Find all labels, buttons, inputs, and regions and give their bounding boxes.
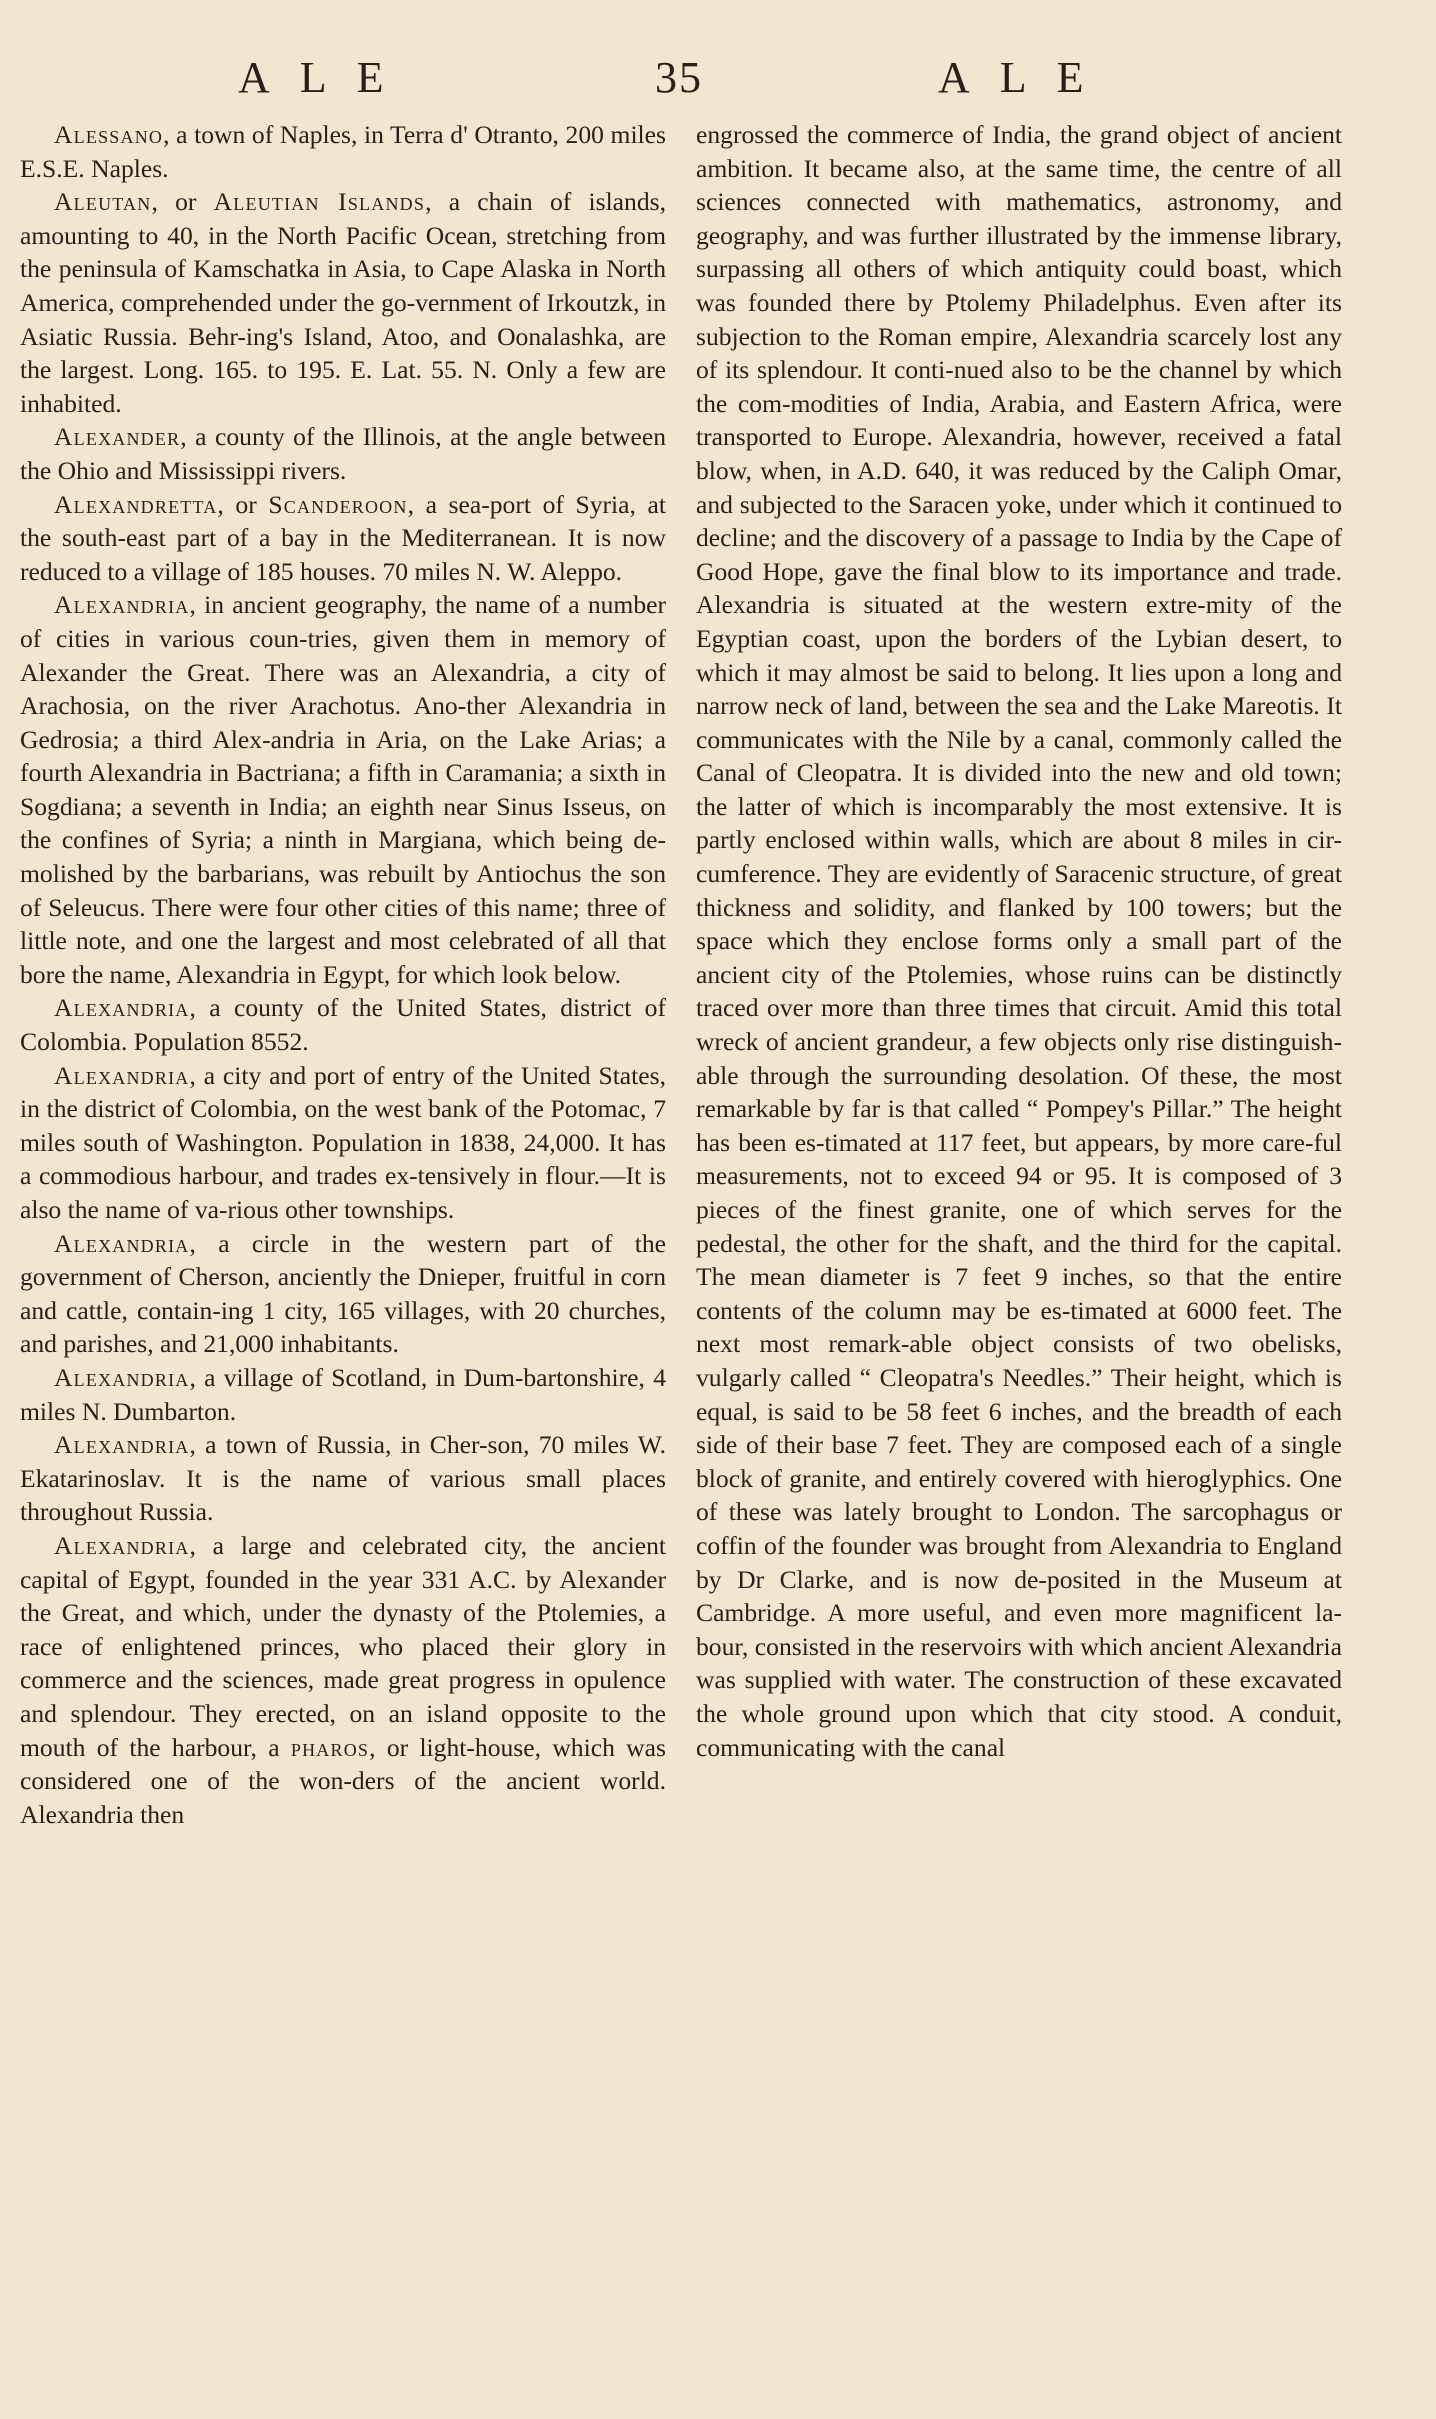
entry-text: , in ancient geography, the name of a number of cities in various coun-tries, given them in memory of Alexander the Great. There was an Alexandria, a city of Arachosia, on the river Arachotus. Ano-ther Alexandria in Gedrosia; a third Alex-andria in Aria, on the Lake Arias; a fourth Alexandria in Bactriana; a fifth in Caramania; a sixth in Sogdiana; a seventh in India; an eighth near Sinus Isseus, on the confines of Syria; a ninth in Margiana, which being de-molished by the barbarians, was rebuilt by Antiochus the son of Seleucus. There were four other cities of this name; three of little note, and one the largest and most celebrated of all that bore the name, Alexandria in Egypt, for which look below.	[20, 590, 666, 989]
headword: Alexandretta	[54, 489, 218, 519]
headword: Alexandria	[54, 590, 190, 620]
entry-text: , a town of Russia, in Cher-son, 70 miles W. Ekatarinoslav. It is the name of various small places throughout Russia.	[20, 1430, 666, 1527]
headword: Alexandria	[54, 1530, 190, 1560]
headword: Aleutan	[54, 187, 152, 217]
entry-text: , a village of Scotland, in Dum-bartonshire, 4 miles N. Dumbarton.	[20, 1362, 666, 1426]
headword: Alexandria	[54, 1430, 190, 1460]
entry-text: , or	[151, 187, 214, 217]
headword: Alexandria	[54, 1060, 190, 1090]
running-head-left: ALE	[238, 53, 414, 102]
headword: Alexandria	[54, 993, 190, 1023]
entry-alexandretta	[20, 488, 666, 589]
headword: Alexander	[54, 422, 181, 452]
headword: Alexandria	[54, 1228, 190, 1258]
entry-alexandria-county	[20, 991, 666, 1058]
entry-text: , a city and port of entry of the United States, in the district of Colombia, on the west bank of the Potomac, 7 miles south of Washington. Population in 1838, 24,000. It has a commodious harbour, and trades ex-tensively in flour.—It is also the name of va-rious other townships.	[20, 1060, 666, 1224]
entry-alexandria-city-us	[20, 1059, 666, 1227]
entry-continuation: engrossed the commerce of India, the grand object of ancient ambition. It became also, at the same time, the centre of all sciences connected with mathematics, astronomy, and geography, and was further illustrated by the immense library, surpassing all others of which antiquity could boast, which was founded there by Ptolemy Philadelphus. Even after its subjection to the Roman empire, Alexandria scarcely lost any of its splendour. It conti-nued also to be the channel by which the com-modities of India, Arabia, and Eastern Africa, were transported to Europe. Alexandria, however, received a fatal blow, when, in A.D. 640, it was reduced by the Caliph Omar, and subjected to the Saracen yoke, under which it continued to decline; and the discovery of a passage to India by the Cape of Good Hope, gave the final blow to its importance and trade. Alexandria is situated at the western extre-mity of the Egyptian coast, upon the borders of the Lybian desert, to which it may almost be said to belong. It lies upon a long and narrow neck of land, between the sea and the Lake Mareotis. It communicates with the Nile by a canal, commonly called the Canal of Cleopatra. It is divided into the new and old town; the latter of which is incomparably the most extensive. It is partly enclosed within walls, which are about 8 miles in cir-cumference. They are evidently of Saracenic structure, of great thickness and solidity, and flanked by 100 towers; but the space which they enclose forms only a small part of the ancient city of the Ptolemies, whose ruins can be distinctly traced over more than three times that circuit. Amid this total wreck of ancient grandeur, a few objects only rise distinguish-able through the surrounding desolation. Of these, the most remarkable by far is that called “ Pompey's Pillar.” The height has been es-timated at 117 feet, but appears, by more care-ful measurements, not to exceed 94 or 95. It is composed of 3 pieces of the finest granite, one of which serves for the pedestal, the other for the shaft, and the third for the capital. The mean diameter is 7 feet 9 inches, so that the entire contents of the column may be es-timated at 6000 feet. The next most remark-able object consists of two obelisks, vulgarly called “ Cleopatra's Needles.” Their height, which is equal, is said to be 58 feet 6 inches, and the breadth of each side of their base 7 feet. They are composed each of a single block of granite, and entirely covered with hieroglyphics. One of these was lately brought to London. The sarcophagus or coffin of the founder was brought from Alexandria to England by Dr Clarke, and is now de-posited in the Museum at Cambridge. A more useful, and even more magnificent la-bour, consisted in the reservoirs with which ancient Alexandria was supplied with water. The construction of these excavated the whole ground upon which that city stood. A conduit, communicating with the canal	[696, 120, 1342, 1762]
entry-text: , a county of the United States, district of Colombia. Population 8552.	[20, 993, 666, 1057]
page-number: 35	[655, 53, 703, 102]
entry-alexander	[20, 420, 666, 487]
entry-alexandria-ancient	[20, 588, 666, 991]
entry-alexandria-egypt	[20, 1529, 666, 1831]
running-head	[0, 52, 1436, 112]
entry-text: , a sea-port of Syria, at the south-east part of a bay in the Mediterranean. It is now reduced to a village of 185 houses. 70 miles N. W. Aleppo.	[20, 489, 666, 586]
entry-aleutan	[20, 185, 666, 420]
running-head-right: ALE	[938, 53, 1114, 102]
small-caps-word: pharos	[290, 1732, 370, 1762]
headword-alt: Scanderoon	[268, 489, 408, 519]
entry-alessano	[20, 118, 666, 185]
entry-alexandria-russia	[20, 1428, 666, 1529]
entry-text: , a county of the Illinois, at the angle between the Ohio and Mississippi rivers.	[20, 422, 666, 485]
headword: Alessano	[54, 120, 164, 149]
entry-text: , or	[217, 489, 269, 519]
entry-text: , or light-house, which was considered one of the won-ders of the ancient world. Alexandria then	[20, 1732, 666, 1829]
right-column	[696, 118, 1342, 1764]
entry-text: , a chain of islands, amounting to 40, in the North Pacific Ocean, stretching from the peninsula of Kamschatka in Asia, to Cape Alaska in North America, comprehended under the go-vernment of Irkoutzk, in Asiatic Russia. Behr-ing's Island, Atoo, and Oonalashka, are the largest. Long. 165. to 195. E. Lat. 55. N. Only a few are inhabited.	[20, 187, 666, 418]
entry-text: , a large and celebrated city, the ancient capital of Egypt, founded in the year 331 A.C. by Alexander the Great, and which, under the dynasty of the Ptolemies, a race of enlightened princes, who placed their glory in commerce and the sciences, made great progress in opulence and splendour. They erected, on an island opposite to the mouth of the harbour, a	[20, 1530, 666, 1762]
left-column	[20, 118, 666, 1831]
entry-alexandria-cherson-circle	[20, 1227, 666, 1361]
entry-text: , a town of Naples, in Terra d' Otranto, 200 miles E.S.E. Naples.	[20, 120, 666, 183]
entry-alexandria-scotland	[20, 1361, 666, 1428]
headword: Alexandria	[54, 1362, 190, 1392]
headword-alt: Aleutian Islands	[213, 187, 426, 217]
entry-text: , a circle in the western part of the government of Cherson, anciently the Dnieper, fruitful in corn and cattle, contain-ing 1 city, 165 villages, with 20 churches, and parishes, and 21,000 inhabitants.	[20, 1228, 666, 1359]
